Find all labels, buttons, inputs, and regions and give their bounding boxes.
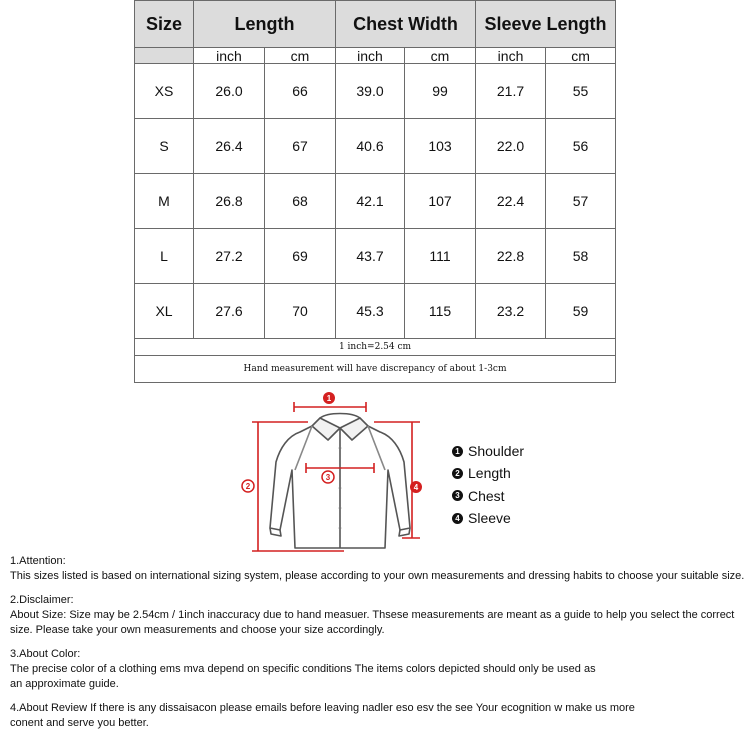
legend-label-length: Length <box>468 465 511 482</box>
note-about-color <box>10 647 745 692</box>
note-body: This sizes listed is based on international sizing system, please according to your own measurements and dressing habits to choose your suitable size. <box>10 570 745 582</box>
value-cell: 57 <box>546 174 616 229</box>
svg-text:3: 3 <box>325 473 331 482</box>
value-cell: 99 <box>405 64 476 119</box>
legend-number-3: 3 <box>452 490 463 501</box>
legend-item-length <box>452 462 524 484</box>
table-row <box>135 64 616 119</box>
size-chart-table <box>134 0 616 383</box>
table-row <box>135 284 616 339</box>
units-row <box>135 48 616 64</box>
note-body: About Size: Size may be 2.54cm / 1inch inaccuracy due to hand measuer. Thsese measurements are meant as a guide to help you select the correct size. Please take your own measurements and choose your size accordingly. <box>10 609 735 636</box>
marker-1 <box>323 392 335 404</box>
size-cell: S <box>135 119 194 174</box>
value-cell: 26.4 <box>194 119 265 174</box>
value-cell: 22.8 <box>476 229 546 284</box>
note-disclaimer <box>10 593 745 638</box>
value-cell: 27.6 <box>194 284 265 339</box>
value-cell: 67 <box>265 119 336 174</box>
unit-cell: cm <box>265 48 336 64</box>
value-cell: 42.1 <box>336 174 405 229</box>
note-body: 4.About Review If there is any dissaisacon please emails before leaving nadler eso esv the see Your ecognition w make us more conent and serve you better. <box>10 702 635 729</box>
conversion-note: 1 inch=2.54 cm <box>135 339 616 356</box>
table-row <box>135 229 616 284</box>
value-cell: 69 <box>265 229 336 284</box>
value-cell: 111 <box>405 229 476 284</box>
value-cell: 21.7 <box>476 64 546 119</box>
table-header-row <box>135 1 616 48</box>
value-cell: 43.7 <box>336 229 405 284</box>
note-attention <box>10 554 745 584</box>
legend-item-chest <box>452 485 524 507</box>
legend-number-4: 4 <box>452 513 463 524</box>
value-cell: 26.0 <box>194 64 265 119</box>
legend-number-1: 1 <box>452 446 463 457</box>
value-cell: 59 <box>546 284 616 339</box>
value-cell: 115 <box>405 284 476 339</box>
value-cell: 107 <box>405 174 476 229</box>
value-cell: 70 <box>265 284 336 339</box>
value-cell: 56 <box>546 119 616 174</box>
size-cell: M <box>135 174 194 229</box>
unit-cell: inch <box>336 48 405 64</box>
unit-cell: inch <box>194 48 265 64</box>
note-about-review <box>10 701 745 731</box>
header-chest-width: Chest Width <box>336 1 476 48</box>
legend-number-2: 2 <box>452 468 463 479</box>
unit-cell: inch <box>476 48 546 64</box>
legend-item-shoulder <box>452 440 524 462</box>
value-cell: 55 <box>546 64 616 119</box>
value-cell: 23.2 <box>476 284 546 339</box>
value-cell: 58 <box>546 229 616 284</box>
note-title: 2.Disclaimer: <box>10 594 74 606</box>
table-row <box>135 174 616 229</box>
notes-section <box>10 554 745 740</box>
legend-label-shoulder: Shoulder <box>468 443 525 460</box>
value-cell: 103 <box>405 119 476 174</box>
size-cell: XL <box>135 284 194 339</box>
measurement-note: Hand measurement will have discrepancy of about 1-3cm <box>135 356 616 383</box>
measurement-note-row <box>135 356 616 383</box>
svg-text:1: 1 <box>326 394 332 403</box>
shirt-measurement-diagram <box>240 388 440 558</box>
size-cell: L <box>135 229 194 284</box>
value-cell: 39.0 <box>336 64 405 119</box>
conversion-note-row <box>135 339 616 356</box>
header-size: Size <box>135 1 194 48</box>
value-cell: 22.4 <box>476 174 546 229</box>
diagram-legend <box>452 440 524 529</box>
value-cell: 45.3 <box>336 284 405 339</box>
legend-label-sleeve: Sleeve <box>468 510 511 527</box>
marker-4 <box>410 481 422 493</box>
marker-3 <box>322 471 334 483</box>
marker-2 <box>242 480 254 492</box>
legend-label-chest: Chest <box>468 487 505 504</box>
table-row <box>135 119 616 174</box>
note-body: The precise color of a clothing ems mva depend on specific conditions The items colors depicted should only be used as an approximate guide. <box>10 663 596 690</box>
value-cell: 22.0 <box>476 119 546 174</box>
svg-text:4: 4 <box>413 483 419 492</box>
svg-text:2: 2 <box>245 482 251 491</box>
size-cell: XS <box>135 64 194 119</box>
units-blank-cell <box>135 48 194 64</box>
value-cell: 27.2 <box>194 229 265 284</box>
header-sleeve-length: Sleeve Length <box>476 1 616 48</box>
value-cell: 68 <box>265 174 336 229</box>
value-cell: 26.8 <box>194 174 265 229</box>
note-title: 3.About Color: <box>10 648 81 660</box>
value-cell: 66 <box>265 64 336 119</box>
unit-cell: cm <box>405 48 476 64</box>
header-length: Length <box>194 1 336 48</box>
legend-item-sleeve <box>452 507 524 529</box>
value-cell: 40.6 <box>336 119 405 174</box>
note-title: 1.Attention: <box>10 555 66 567</box>
unit-cell: cm <box>546 48 616 64</box>
